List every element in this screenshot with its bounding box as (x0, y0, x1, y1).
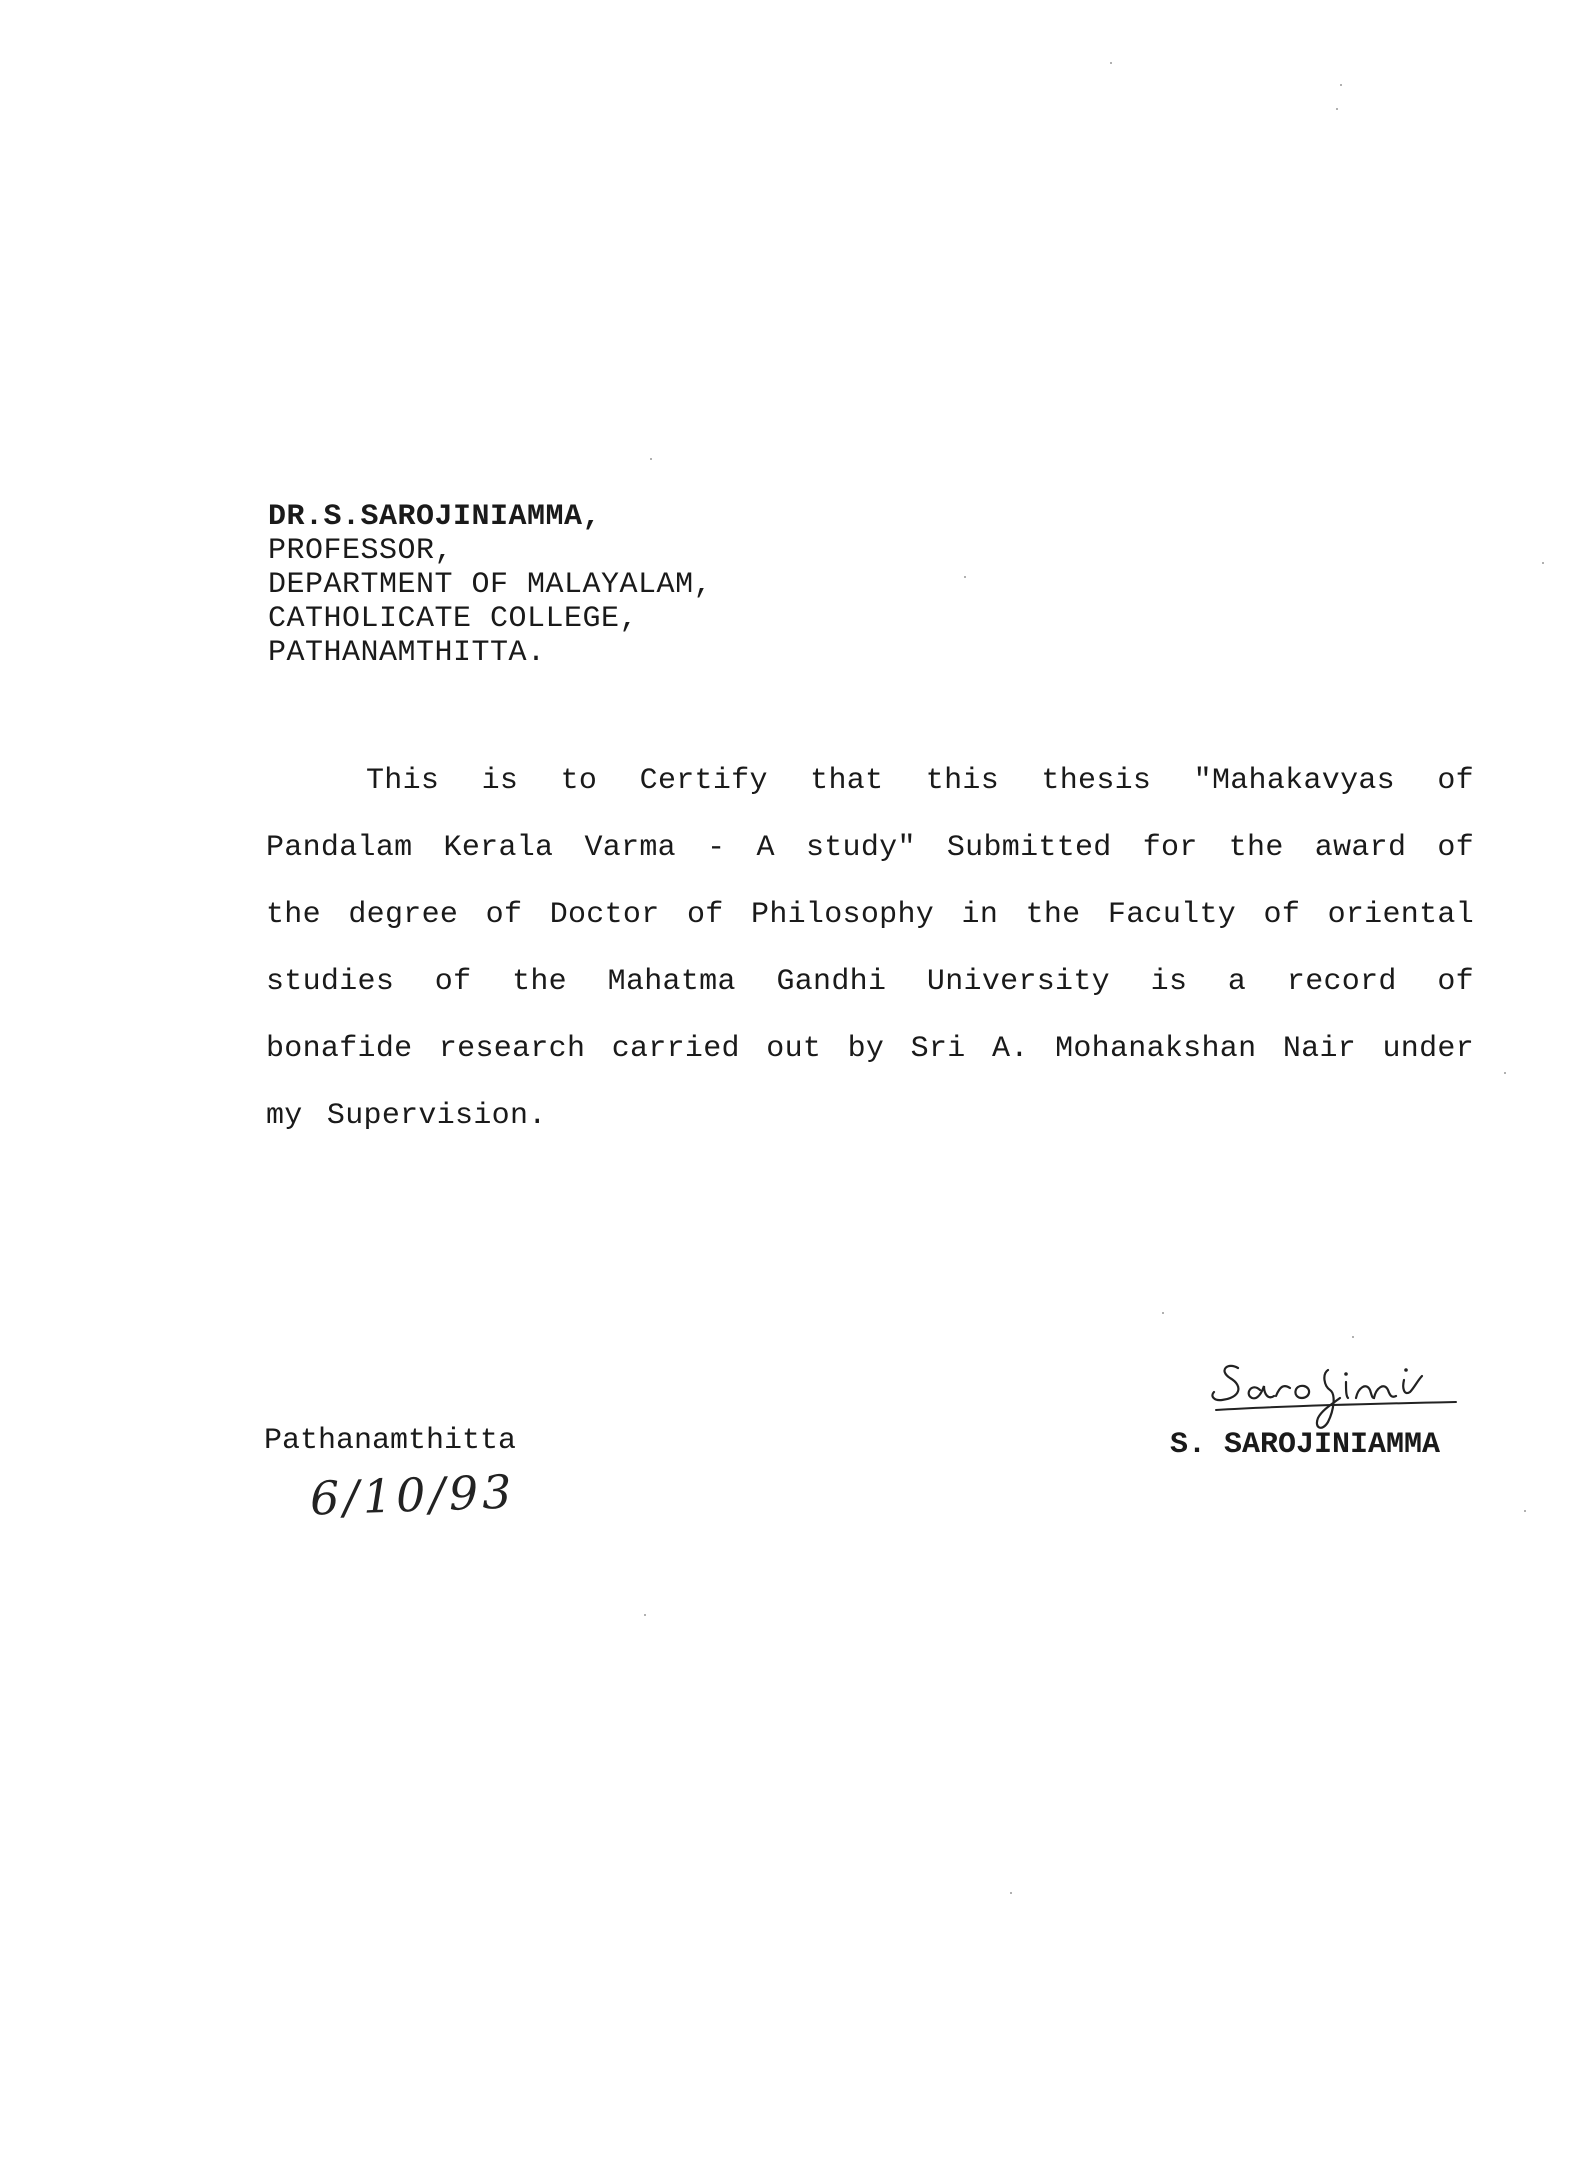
scan-speck (650, 458, 652, 460)
supervisor-address-block (268, 500, 712, 670)
supervisor-department: DEPARTMENT OF MALAYALAM, (268, 568, 713, 602)
scan-speck (964, 576, 966, 578)
handwritten-signature (1200, 1340, 1470, 1440)
signatory-name: S. SAROJINIAMMA (1170, 1428, 1441, 1462)
scan-speck (1524, 1510, 1526, 1512)
scan-speck (1010, 1892, 1012, 1894)
scan-speck (1504, 1072, 1506, 1074)
scan-speck (644, 1614, 646, 1616)
supervisor-name: DR.S.SAROJINIAMMA, (268, 500, 602, 534)
scan-speck (1352, 1336, 1354, 1338)
scan-speck (1162, 1312, 1164, 1314)
handwritten-date: 6/10/93 (309, 1464, 517, 1526)
certificate-text: This is to Certify that this thesis "Mahakavyas of Pandalam Kerala Varma - A study" Submitted for the award of the degree of Doctor of Philosophy in the Faculty of oriental studies of the Mahatma Gandhi University is a record of bonafide research carried out by Sri A. Mohanakshan Nair under my Supervision. (266, 764, 1474, 1133)
scan-speck (1542, 562, 1544, 564)
supervisor-place: PATHANAMTHITTA. (268, 636, 546, 670)
supervisor-college: CATHOLICATE COLLEGE, (268, 602, 639, 636)
supervisor-designation: PROFESSOR, (268, 534, 454, 568)
scan-speck (1340, 84, 1342, 86)
signing-place: Pathanamthitta (264, 1424, 517, 1458)
scan-speck (1336, 108, 1338, 110)
scan-speck (1110, 62, 1112, 64)
